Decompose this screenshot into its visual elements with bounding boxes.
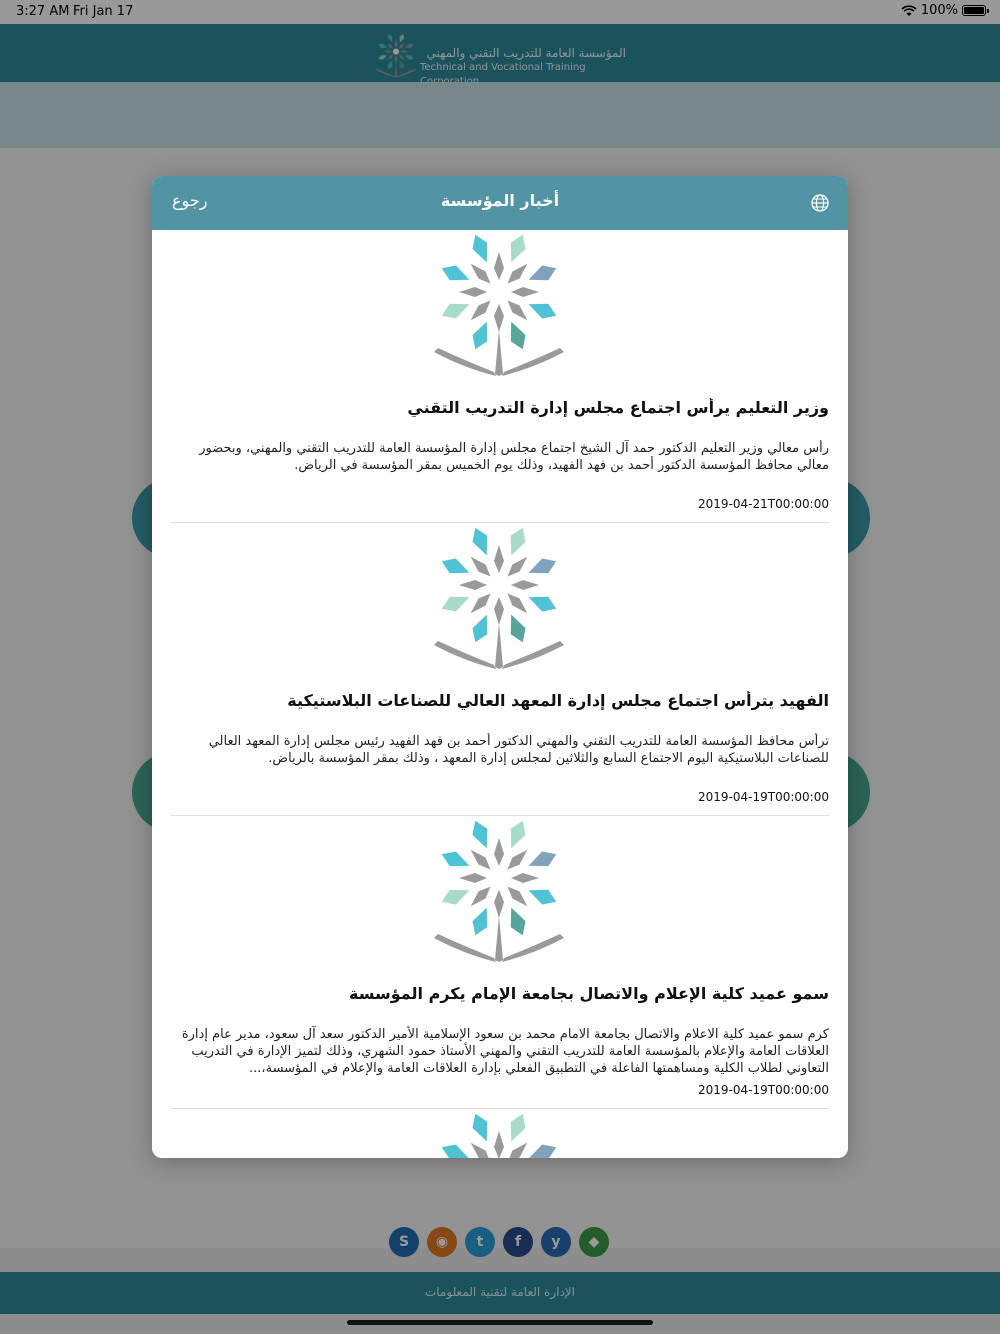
news-date: 2019-04-19T00:00:00 (698, 790, 829, 804)
home-indicator[interactable] (347, 1320, 653, 1325)
battery-percent: 100% (920, 3, 958, 18)
news-date: 2019-04-21T00:00:00 (698, 497, 829, 511)
news-item[interactable] (171, 816, 829, 1109)
news-title[interactable]: وزير التعليم يرأس اجتماع مجلس إدارة التدريب التقني (407, 398, 829, 417)
news-date: 2019-04-19T00:00:00 (698, 1083, 829, 1097)
rss-icon[interactable]: ◉ (427, 1227, 457, 1257)
news-item[interactable] (171, 523, 829, 816)
tvtc-logo-icon (434, 523, 564, 669)
news-body: كرم سمو عميد كلية الاعلام والاتصال بجامعة الامام محمد بن سعود الإسلامية الأمير الدكتور سعد آل سعود، مدير عام إدارة العلاقات العامة والإعلام بالمؤسسة العامة للتدريب التقني والمهني الأستاذ حمود الشهري، وذلك لتميز الإدارة في التدريب التعاوني لطلاب الكلية ومساهمتها الفاعلة في التطبيق الفعلي بإدارة العلاقات العامة والإعلام في المؤسسة،... (181, 1027, 829, 1076)
status-time: 3:27 AM (16, 4, 70, 19)
news-item[interactable] (171, 1109, 829, 1158)
news-body: ترأس محافظ المؤسسة العامة للتدريب التقني والمهني الدكتور أحمد بن فهد الفهيد رئيس مجلس إدارة المعهد العالي للصناعات البلاستيكية اليوم الاجتماع السابع والثلاثين لمجلس إدارة المعهد ، وذلك بمقر المؤسسة بالرياض. (208, 734, 829, 766)
globe-icon[interactable] (810, 193, 830, 213)
news-modal (152, 176, 848, 1158)
maps-icon[interactable]: ◆ (579, 1227, 609, 1257)
news-body: رأس معالي وزير التعليم الدكتور حمد آل الشيخ اجتماع مجلس إدارة المؤسسة العامة للتدريب التقني والمهني، وبحضور معالي محافظ المؤسسة الدكتور أحمد بن فهد الفهيد، وذلك يوم الخميس بمقر المؤسسة في الرياض. (199, 441, 829, 473)
modal-header (152, 176, 848, 230)
tvtc-logo-icon (434, 230, 564, 376)
tvtc-logo-icon (434, 816, 564, 962)
skype-icon[interactable]: S (389, 1227, 419, 1257)
footer-text: الإدارة العامة لتقنية المعلومات (425, 1285, 575, 1299)
news-item[interactable] (171, 230, 829, 523)
tvtc-logo-icon (434, 1109, 564, 1158)
org-name-en: Technical and Vocational Training (420, 62, 586, 73)
yammer-icon[interactable]: y (541, 1227, 571, 1257)
twitter-icon[interactable]: t (465, 1227, 495, 1257)
facebook-icon[interactable]: f (503, 1227, 533, 1257)
status-date: Fri Jan 17 (73, 4, 134, 19)
back-button[interactable]: رجوع (172, 191, 208, 210)
modal-title: أخبار المؤسسة (440, 191, 560, 210)
news-title[interactable]: الفهيد يترأس اجتماع مجلس إدارة المعهد العالي للصناعات البلاستيكية (287, 691, 829, 710)
org-name-ar: المؤسسة العامة للتدريب التقني والمهني (426, 46, 626, 60)
news-list[interactable] (152, 230, 848, 1158)
news-title[interactable]: سمو عميد كلية الإعلام والاتصال بجامعة الإمام يكرم المؤسسة (349, 984, 829, 1003)
